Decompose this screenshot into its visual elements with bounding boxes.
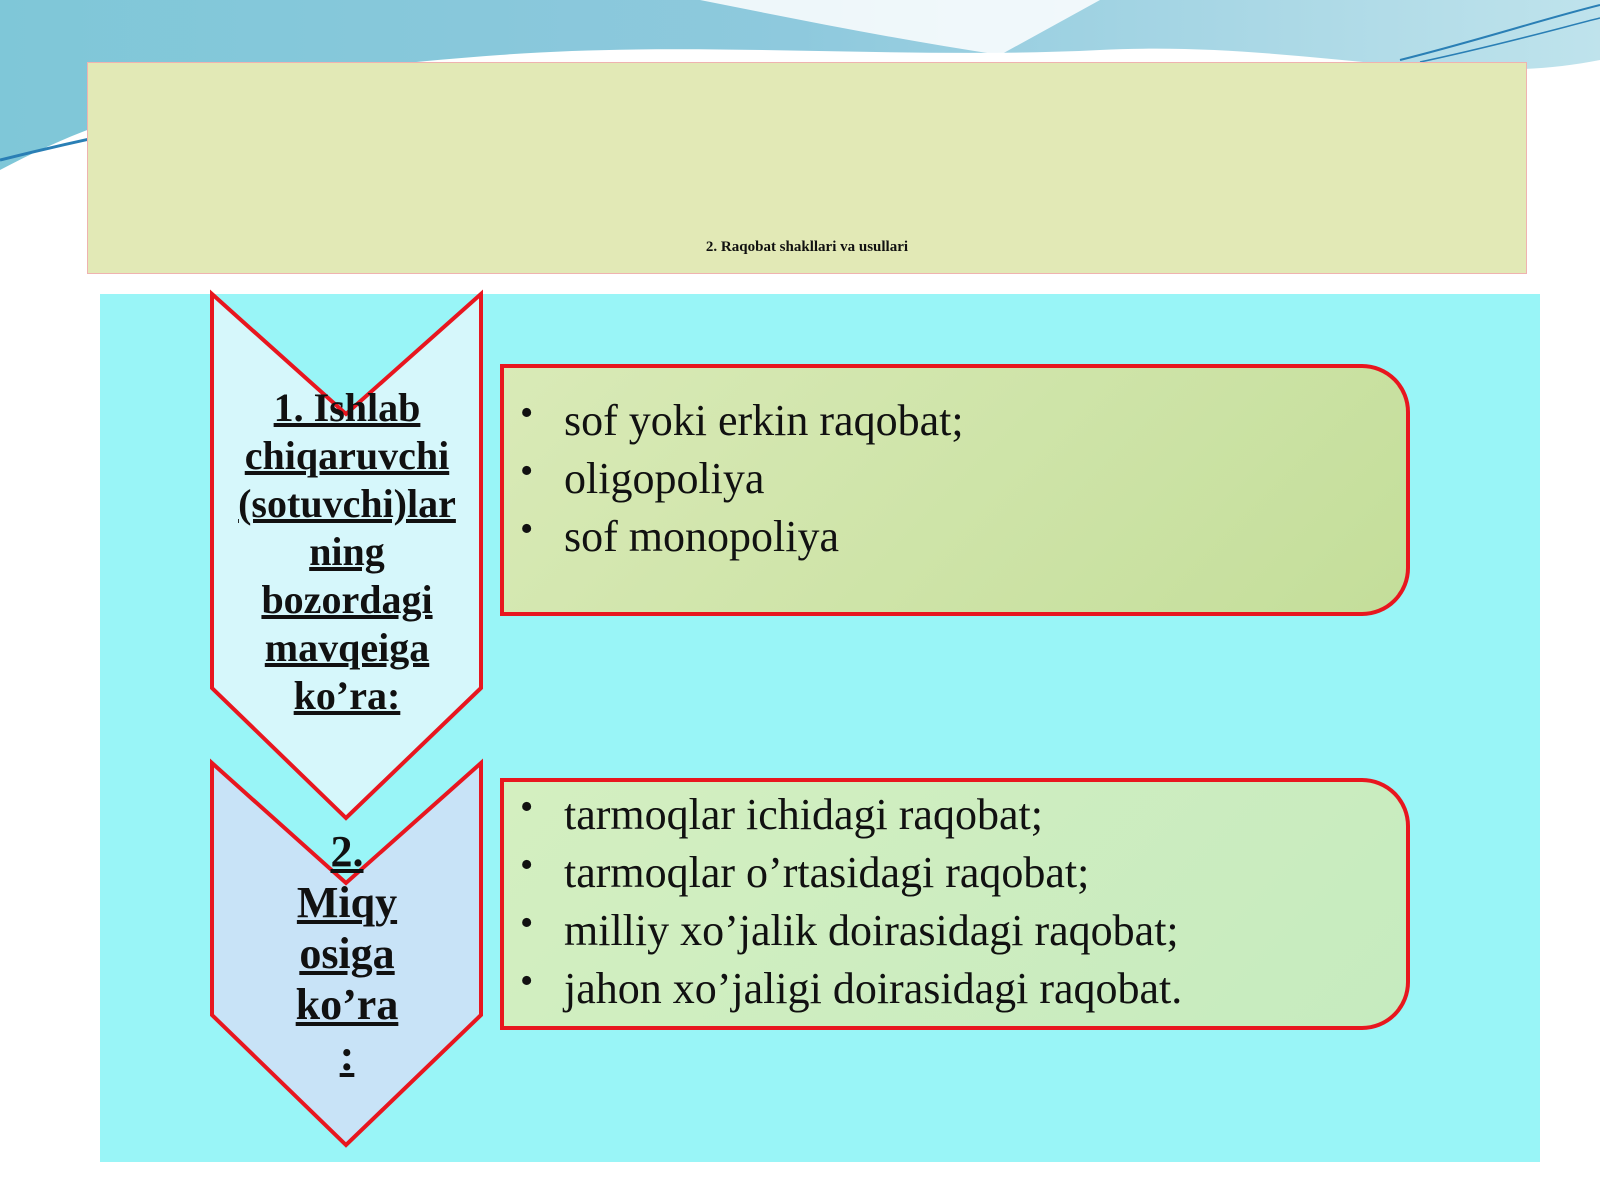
list-item-text: jahon xo’jaligi doirasidagi raqobat.: [564, 964, 1183, 1013]
chevron-1-label: 1. Ishlab chiqaruvchi (sotuvchi)lar ning bozordagi mavqeiga ko’ra:: [238, 385, 456, 718]
list-item: [504, 508, 1406, 566]
bullet-icon: •: [520, 508, 534, 550]
list-item-text: oligopoliya: [564, 454, 765, 503]
list-item-text: sof yoki erkin raqobat;: [564, 396, 964, 445]
bullet-icon: •: [520, 450, 534, 492]
slide-title: 2. Raqobat shakllari va usullari: [705, 239, 909, 255]
list-item: [504, 902, 1406, 960]
list-item-text: tarmoqlar o’rtasidagi raqobat;: [564, 848, 1090, 897]
list-item-text: milliy xo’jalik doirasidagi raqobat;: [564, 906, 1179, 955]
list-item-text: tarmoqlar ichidagi raqobat;: [564, 790, 1043, 839]
chevron-2-label: 2. Miqy osiga ko’ra :: [295, 827, 399, 1080]
bullet-list-1: [504, 368, 1406, 566]
bullet-icon: •: [520, 844, 534, 886]
list-item: [504, 844, 1406, 902]
list-box-2: [500, 778, 1410, 1030]
bullet-icon: •: [520, 902, 534, 944]
list-item: [504, 960, 1406, 1018]
list-item: [504, 392, 1406, 450]
list-item: [504, 450, 1406, 508]
list-item-text: sof monopoliya: [564, 512, 839, 561]
bullet-icon: •: [520, 960, 534, 1002]
bullet-icon: •: [520, 392, 534, 434]
list-box-1: [500, 364, 1410, 616]
bullet-list-2: [504, 782, 1406, 1018]
bullet-icon: •: [520, 786, 534, 828]
list-item: [504, 786, 1406, 844]
